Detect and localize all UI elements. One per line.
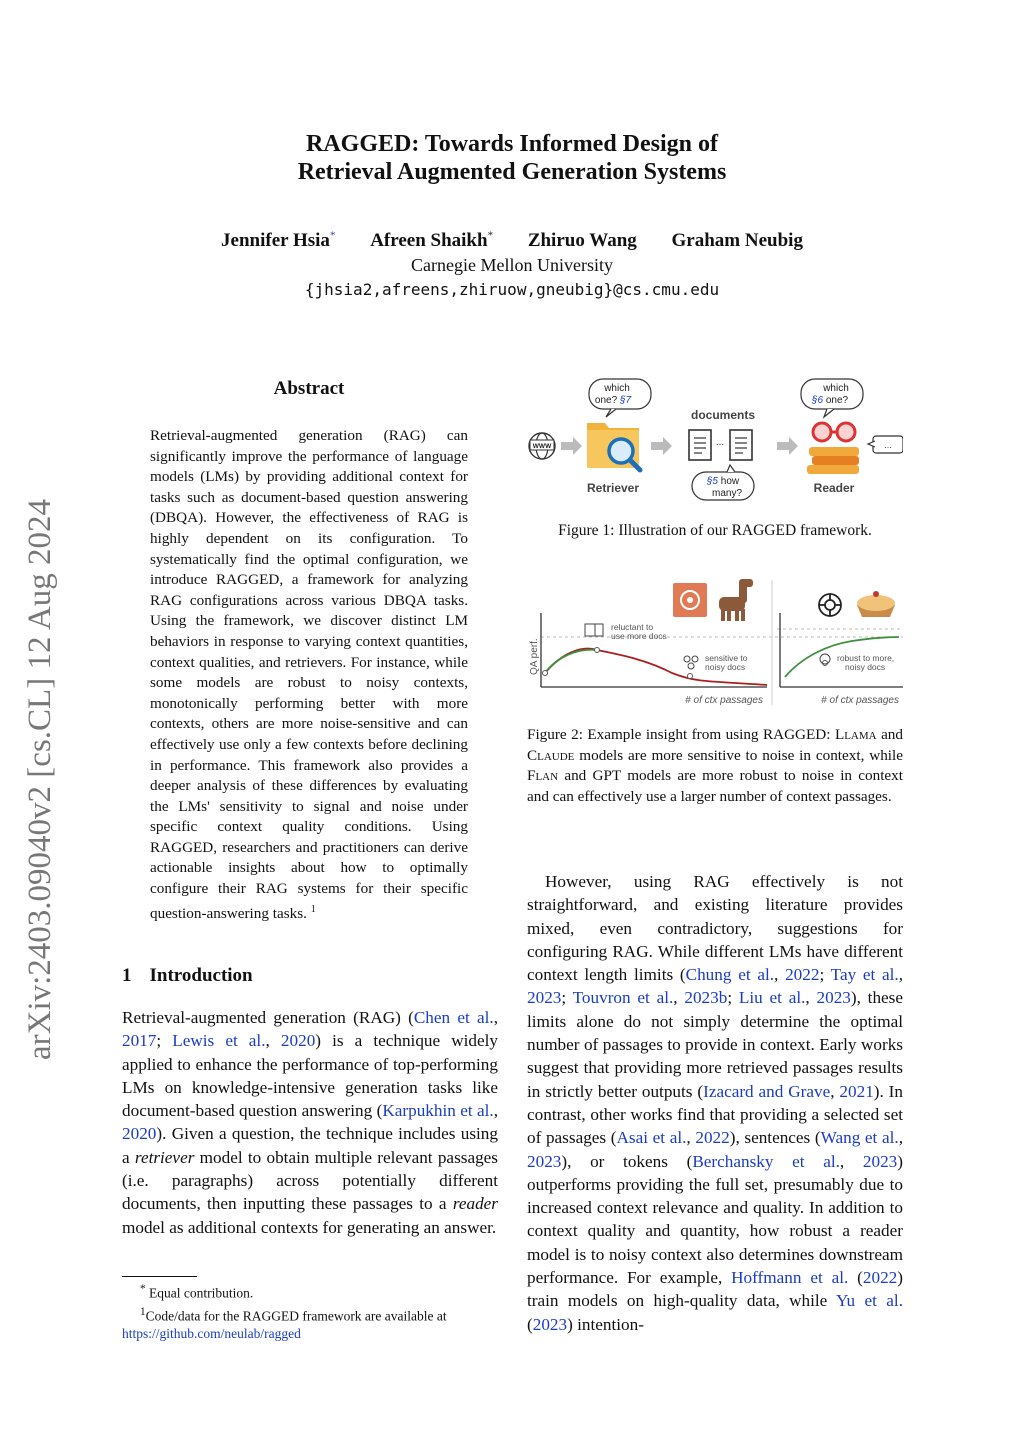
claude-logo-icon <box>673 583 707 617</box>
citation-link[interactable]: 2022 <box>862 1268 898 1288</box>
text-run: Figure 2: Example insight from using RAGGED: <box>527 726 835 743</box>
text-run: ) train models on high-quality data, while <box>527 1268 903 1311</box>
x-axis-label-right: # of ctx passages <box>821 695 899 706</box>
citation-link[interactable]: 2017 <box>122 1031 157 1051</box>
text-run: , <box>898 1128 903 1148</box>
text-run: and <box>876 726 903 743</box>
footnote-ref[interactable]: 1 <box>310 903 316 915</box>
citation-link[interactable]: 2020 <box>280 1031 316 1051</box>
text-run: Llama <box>834 726 877 743</box>
svg-text:noisy docs: noisy docs <box>705 662 746 672</box>
intro-paragraph-left <box>122 1006 498 1239</box>
pie-icon <box>857 591 895 617</box>
output-bubble-icon <box>868 436 903 453</box>
noisy-docs-icon <box>684 656 698 669</box>
equal-contrib-mark: * <box>329 230 336 242</box>
author: Jennifer Hsia* <box>221 230 336 252</box>
text-run: , <box>898 965 904 985</box>
citation-link[interactable]: 2023 <box>527 1151 562 1171</box>
text-run: ), sentences ( <box>729 1128 821 1148</box>
citation-link[interactable]: Lewis et al. <box>172 1031 266 1051</box>
text-run: , <box>686 1128 696 1148</box>
arxiv-stamp: arXiv:2403.09040v2 [cs.CL] 12 Aug 2024 <box>22 499 58 1060</box>
svg-text:reluctant to: reluctant to <box>611 622 654 632</box>
text-run: , <box>805 988 817 1008</box>
www-label: WWW <box>532 443 552 450</box>
text-run: model as additional contexts for generating an answer. <box>122 1217 497 1237</box>
svg-text:...: ... <box>715 437 725 448</box>
svg-text:sensitive to: sensitive to <box>705 653 748 663</box>
books-icon <box>807 423 859 474</box>
svg-text:robust to more,: robust to more, <box>837 653 895 663</box>
citation-link[interactable]: Touvron et al. <box>572 988 674 1008</box>
svg-text:one? §7: one? §7 <box>594 395 632 406</box>
figure-2 <box>527 575 903 710</box>
footnote-code: $^1$Code/data for the RAGGED framework are available at <box>140 1305 447 1323</box>
citation-link[interactable]: 2023 <box>816 988 851 1008</box>
svg-text:noisy docs: noisy docs <box>845 662 886 672</box>
text-run: , <box>839 1151 863 1171</box>
text-run: ; <box>727 988 739 1008</box>
citation-link[interactable]: Chen et al. <box>413 1008 494 1027</box>
text-run: ). In contrast, other works find that providing a selected set of passages ( <box>527 1081 903 1148</box>
y-axis-label: QA perf. <box>529 638 540 675</box>
intro-paragraph-right <box>527 870 903 1336</box>
citation-link[interactable]: Tay et al. <box>830 965 899 985</box>
text-run: , <box>673 988 685 1008</box>
globe-icon <box>529 433 555 459</box>
abstract-heading: Abstract <box>273 378 345 399</box>
text-run: Retrieval-augmented generation (RAG) ( <box>122 1008 414 1027</box>
citation-link[interactable]: 2023 <box>862 1151 898 1171</box>
abstract-body: Retrieval-augmented generation (RAG) can significantly improve the performance of language models (LMs) by providing additional context for tasks such as document-based question answering (DBQA). However, the effectiveness of RAG is highly dependent on its configuration. To systematically find the optimal configuration, we introduce RAGGED, a framework for analyzing RAG configurations across various DBQA tasks. Using the framework, we discover distinct LM behaviors in response to varying context quantities, context qualities, and retrievers. For instance, while some models are robust to noisy contexts, monotonically performing better with more contexts, others are more noise-sensitive and can effectively use only a few contexts before declining in performance. This framework also provides a deeper analysis of these differences by evaluating the LMs' sensitivity to signal and noise under specific context quality conditions. Using RAGGED, researchers and practitioners can derive actionable insights about how to optimally configure their RAG systems for their specific question-answering tasks. $^1$ <box>150 427 468 922</box>
citation-link[interactable]: 2020 <box>122 1124 157 1144</box>
text-run: However, using RAG effectively is not straightforward, and existing literature provides mixed, even contradictory, suggestions for configuring RAG. While different LMs have different context length limits ( <box>527 872 903 985</box>
author: Graham Neubig <box>671 230 803 252</box>
text-run: model to obtain multiple relevant passages (i.e. paragraphs) across potentially different documents, then inputting these passages to a <box>122 1147 498 1214</box>
left-green-curve <box>545 650 597 673</box>
text-run: and GPT models are more robust to noise in context and can effectively use a larger number of context passages. <box>527 767 903 805</box>
citation-link[interactable]: Hoffmann et al. <box>731 1268 849 1288</box>
affiliation: Carnegie Mellon University <box>411 255 613 275</box>
text-run: reader <box>452 1194 498 1214</box>
citation-link[interactable]: 2022 <box>695 1128 730 1148</box>
text-run: ; <box>156 1031 173 1051</box>
citation-link[interactable]: Karpukhin et al. <box>382 1101 494 1121</box>
author: Zhiruo Wang <box>527 230 637 252</box>
paper-title <box>0 130 1024 186</box>
section-heading: 1 Introduction <box>122 965 253 986</box>
speech-bubble-count <box>692 465 754 500</box>
footnote-equal: * Equal contribution. <box>140 1283 254 1301</box>
text-run: , <box>265 1031 281 1051</box>
text-run: ), these limits alone do not simply determine the optimal number of passages to provide in context. Early works suggest that providing more retrieved passages results in strictly better outputs ( <box>527 988 903 1101</box>
title-line-2: Retrieval Augmented Generation Systems <box>297 159 727 185</box>
svg-text:use more docs: use more docs <box>611 631 667 641</box>
footnote-link[interactable]: https://github.com/neulab/ragged <box>122 1326 301 1341</box>
svg-text:which: which <box>604 383 630 394</box>
author-list <box>0 230 1024 252</box>
text-run: ( <box>527 1314 533 1334</box>
text-run: models are more sensitive to noise in context, while <box>574 746 903 764</box>
figure-1 <box>527 375 903 510</box>
text-run: ( <box>848 1268 863 1288</box>
footnotes <box>122 1280 498 1343</box>
citation-link[interactable]: 2023b <box>684 988 728 1008</box>
figure-1-caption: Figure 1: Illustration of our RAGGED framework. <box>558 522 872 539</box>
citation-link[interactable]: Berchansky et al. <box>692 1151 840 1171</box>
text-run: , <box>493 1101 498 1121</box>
svg-text:§5 how: §5 how <box>706 476 740 487</box>
llama-icon <box>719 579 753 621</box>
citation-link[interactable]: Yu et al. <box>836 1291 903 1311</box>
figure-2-caption <box>527 725 903 807</box>
citation-link[interactable]: Chung et al. <box>685 965 775 985</box>
text-run: ; <box>561 988 573 1008</box>
equal-contrib-mark: * <box>487 230 494 242</box>
svg-text:many?: many? <box>711 488 743 499</box>
text-run: ) is a technique widely applied to enhance the performance of top-performing LMs on knowledge-intensive generation tasks like document-based question answering ( <box>122 1031 499 1121</box>
text-run: ) outperforms providing the full set, presumably due to increased context relevance and quality. In addition to context quality and quantity, how robust a reader model is to noisy context also determines downstream performance. For example, <box>527 1151 903 1288</box>
text-run: , <box>493 1008 498 1027</box>
text-run: ), or tokens ( <box>561 1151 693 1171</box>
text-run: , <box>774 965 786 985</box>
folder-search-icon <box>587 423 640 470</box>
speech-bubble-retriever <box>589 379 651 417</box>
x-axis-label-left: # of ctx passages <box>685 695 763 706</box>
citation-link[interactable]: 2021 <box>839 1081 874 1101</box>
text-run: , <box>830 1081 840 1101</box>
author-emails: {jhsia2,afreens,zhiruow,gneubig}@cs.cmu.edu <box>304 280 720 299</box>
right-plot-axes <box>780 613 903 687</box>
citation-link[interactable]: Liu et al. <box>738 988 806 1008</box>
text-run: Flan <box>527 767 559 785</box>
citation-link[interactable]: Wang et al. <box>820 1128 899 1148</box>
speech-bubble-reader <box>801 379 863 417</box>
text-run: retriever <box>134 1147 195 1167</box>
text-run: Claude <box>527 746 575 764</box>
citation-link[interactable]: 2023 <box>532 1314 568 1334</box>
openai-logo-icon <box>819 594 841 616</box>
svg-text:§6 one?: §6 one? <box>811 395 849 406</box>
reader-label: Reader <box>813 481 855 495</box>
book-stack-icon <box>585 624 603 636</box>
citation-link[interactable]: Izacard and Grave <box>703 1081 831 1101</box>
text-run: ) intention- <box>567 1314 644 1334</box>
documents-label: documents <box>690 408 756 422</box>
retriever-label: Retriever <box>586 481 640 495</box>
author: Afreen Shaikh* <box>370 230 494 252</box>
footnote-rule <box>122 1276 197 1277</box>
citation-link[interactable]: Asai et al. <box>616 1128 687 1148</box>
citation-link[interactable]: 2023 <box>527 988 562 1008</box>
text-run: ; <box>819 965 831 985</box>
svg-text:...: ... <box>884 440 892 450</box>
text-run: ). Given a question, the technique includes using a <box>122 1124 498 1167</box>
svg-text:which: which <box>823 383 849 394</box>
title-line-1: RAGGED: Towards Informed Design of <box>305 131 719 157</box>
citation-link[interactable]: 2022 <box>785 965 820 985</box>
